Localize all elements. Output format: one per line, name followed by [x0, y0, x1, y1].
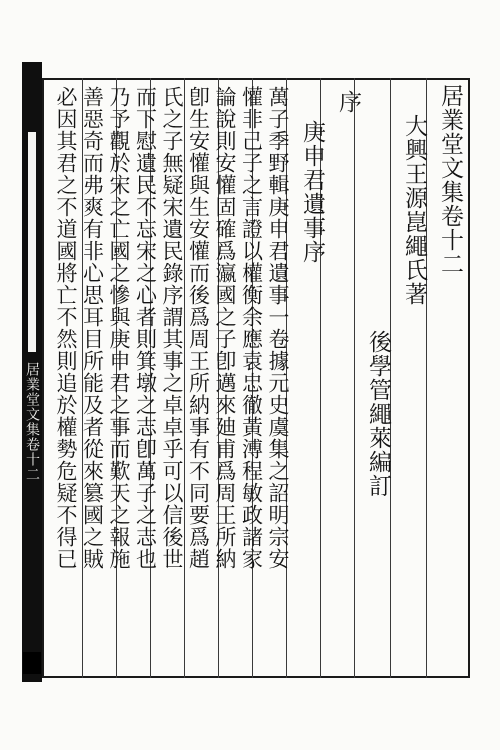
fold-fishtail [28, 132, 36, 352]
chapter-title: 庚申君遺事序 [299, 120, 325, 264]
column-rule [354, 78, 355, 678]
section-label: 序 [335, 90, 361, 114]
editor-line: 後學管繩萊編訂 [365, 330, 391, 498]
fold-block-mark [23, 652, 41, 674]
text-column: 而下慰遺民不忘宋之心者則箕墩之志卽萬子之志也 [133, 86, 158, 570]
book-title: 居業堂文集卷十二 [437, 84, 463, 276]
author-line: 大興王源崑繩氏著 [401, 114, 427, 306]
text-column: 氏之子無疑宋遺民錄序謂其事之卓卓乎可以信後世 [160, 86, 184, 570]
text-column: 必因其君之不道國將亡不然則追於權勢危疑不得已 [54, 86, 78, 570]
text-column: 乃予觀於宋之亡國之慘與庚申君之事而歎天之報施 [107, 86, 131, 570]
fold-label: 居業堂文集卷十二 [24, 362, 40, 482]
text-column: 萬子季野輯庚申君遺事一卷據元史虞集之詔明宗安 [266, 86, 290, 570]
text-column: 卽生安懽與生安懽而後爲周王所納事有不同要爲趙 [186, 86, 211, 570]
book-fold-column [22, 62, 42, 682]
text-column: 論說則安懽固確爲瀛國之子卽邁來廸甫爲周王所納 [213, 86, 237, 570]
text-column: 懽非己子之言證以權衡余應袁忠徹黃溥程敏政諸家 [239, 86, 264, 570]
text-column: 善惡奇而弗爽有非心思耳目所能及者從來篡國之賊 [80, 86, 105, 570]
